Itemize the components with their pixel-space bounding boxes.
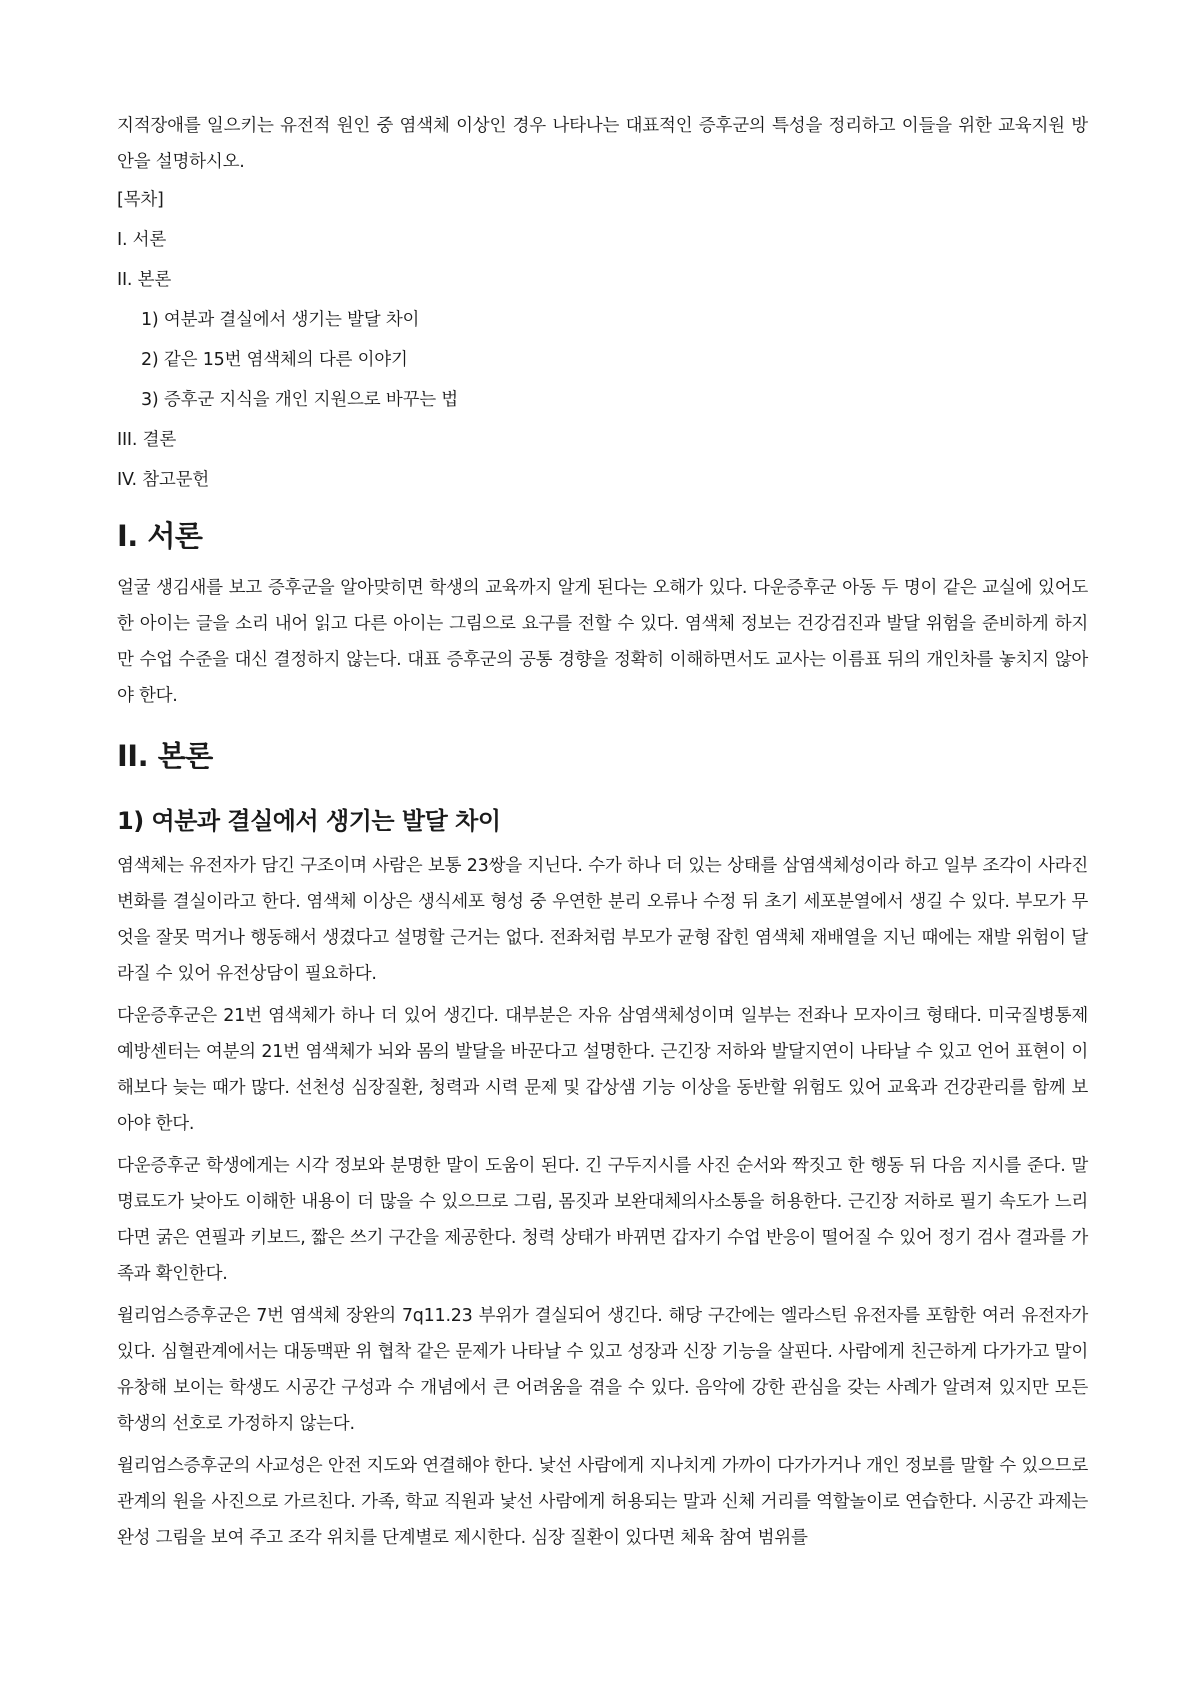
body-paragraph: 다운증후군 학생에게는 시각 정보와 분명한 말이 도움이 된다. 긴 구두지시를 사진 순서와 짝짓고 한 행동 뒤 다음 지시를 준다. 말 명료도가 낮아도 이해한 내용이 더 많을 수 있으므로 그림, 몸짓과 보완대체의사소통을 허용한다. 근긴장 저하로 필기 속도가 느리다면 굵은 연필과 키보드, 짧은 쓰기 구간을 제공한다. 청력 상태가 바뀌면 갑자기 수업 반응이 떨어질 수 있어 정기 검사 결과를 가족과 확인한다. [117, 1156, 1088, 1284]
body-paragraph: 염색체는 유전자가 담긴 구조이며 사람은 보통 23쌍을 지닌다. 수가 하나 더 있는 상태를 삼염색체성이라 하고 일부 조각이 사라진 변화를 결실이라고 한다. 염색체 이상은 생식세포 형성 중 우연한 분리 오류나 수정 뒤 초기 세포분열에서 생길 수 있다. 부모가 무엇을 잘못 먹거나 행동해서 생겼다고 설명할 근거는 없다. 전좌처럼 부모가 균형 잡힌 염색체 재배열을 지닌 때에는 재발 위험이 달라질 수 있어 유전상담이 필요하다. [117, 856, 1088, 984]
toc-item: III. 결론 [117, 430, 177, 450]
assignment-question: 지적장애를 일으키는 유전적 원인 중 염색체 이상인 경우 나타나는 대표적인 증후군의 특성을 정리하고 이들을 위한 교육지원 방안을 설명하시오. [117, 116, 1088, 172]
toc-item: I. 서론 [117, 230, 167, 250]
toc-item: II. 본론 [117, 270, 172, 290]
subsection-heading: 1) 여분과 결실에서 생기는 발달 차이 [117, 807, 501, 835]
body-paragraph: 윌리엄스증후군의 사교성은 안전 지도와 연결해야 한다. 낯선 사람에게 지나치게 가까이 다가가거나 개인 정보를 말할 수 있으므로 관계의 원을 사진으로 가르친다. 가족, 학교 직원과 낯선 사람에게 허용되는 말과 신체 거리를 역할놀이로 연습한다. 시공간 과제는 완성 그림을 보여 주고 조각 위치를 단계별로 제시한다. 심장 질환이 있다면 체육 참여 범위를 [117, 1456, 1088, 1548]
toc-item: IV. 참고문헌 [117, 470, 210, 490]
toc-heading: [목차] [117, 190, 164, 210]
body-paragraph: 다운증후군은 21번 염색체가 하나 더 있어 생긴다. 대부분은 자유 삼염색체성이며 일부는 전좌나 모자이크 형태다. 미국질병통제예방센터는 여분의 21번 염색체가 뇌와 몸의 발달을 바꾼다고 설명한다. 근긴장 저하와 발달지연이 나타날 수 있고 언어 표현이 이해보다 늦는 때가 많다. 선천성 심장질환, 청력과 시력 문제 및 갑상샘 기능 이상을 동반할 위험도 있어 교육과 건강관리를 함께 보아야 한다. [117, 1006, 1088, 1134]
toc-subitem: 1) 여분과 결실에서 생기는 발달 차이 [141, 310, 420, 330]
intro-paragraph: 얼굴 생김새를 보고 증후군을 알아맞히면 학생의 교육까지 알게 된다는 오해가 있다. 다운증후군 아동 두 명이 같은 교실에 있어도 한 아이는 글을 소리 내어 읽고 다른 아이는 그림으로 요구를 전할 수 있다. 염색체 정보는 건강검진과 발달 위험을 준비하게 하지만 수업 수준을 대신 결정하지 않는다. 대표 증후군의 공통 경향을 정확히 이해하면서도 교사는 이름표 뒤의 개인차를 놓치지 않아야 한다. [117, 578, 1088, 706]
toc-subitem: 3) 증후군 지식을 개인 지원으로 바꾸는 법 [141, 390, 459, 410]
section-heading-intro: I. 서론 [117, 519, 203, 553]
body-paragraph: 윌리엄스증후군은 7번 염색체 장완의 7q11.23 부위가 결실되어 생긴다. 해당 구간에는 엘라스틴 유전자를 포함한 여러 유전자가 있다. 심혈관계에서는 대동맥판 위 협착 같은 문제가 나타날 수 있고 성장과 신장 기능을 살핀다. 사람에게 친근하게 다가가고 말이 유창해 보이는 학생도 시공간 구성과 수 개념에서 큰 어려움을 겪을 수 있다. 음악에 강한 관심을 갖는 사례가 알려져 있지만 모든 학생의 선호로 가정하지 않는다. [117, 1306, 1088, 1434]
section-heading-body: II. 본론 [117, 739, 213, 773]
toc-subitem: 2) 같은 15번 염색체의 다른 이야기 [141, 350, 408, 370]
table-of-contents [117, 188, 1088, 492]
